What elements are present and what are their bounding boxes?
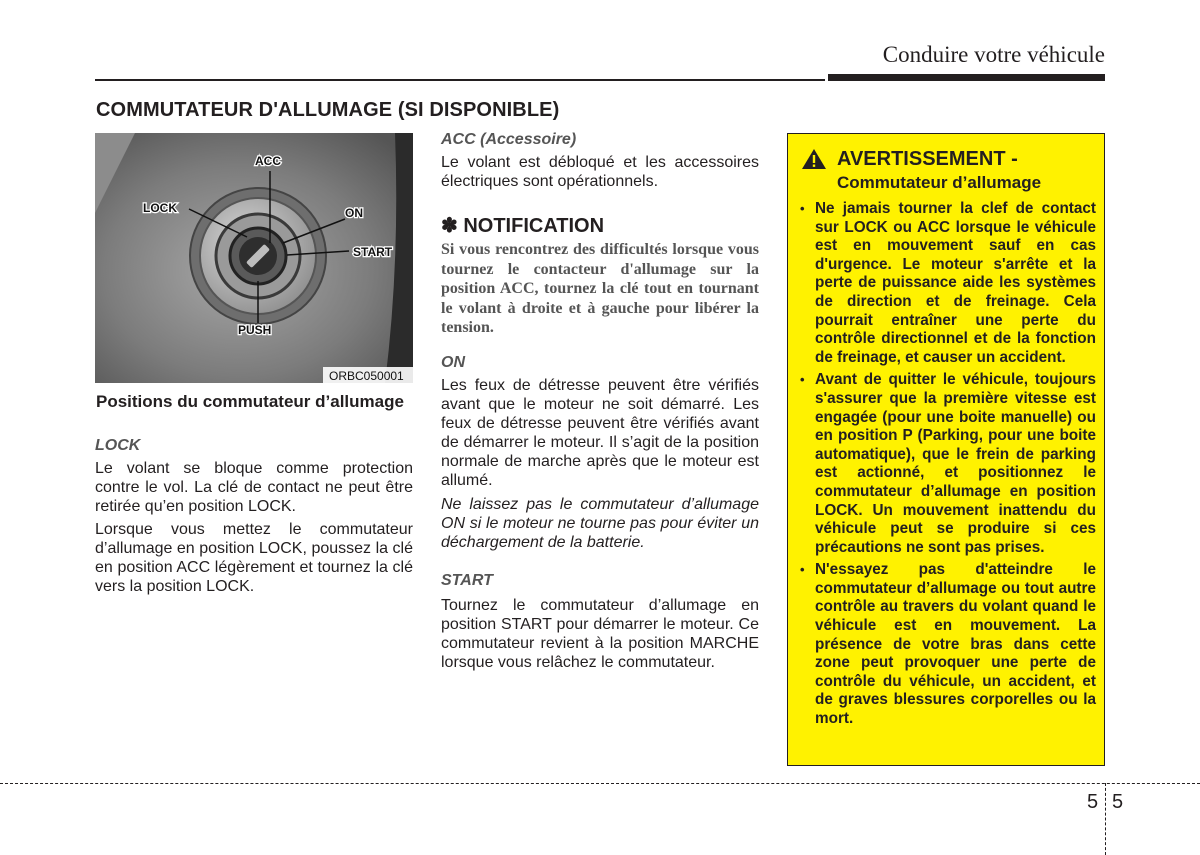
start-heading: START: [441, 572, 493, 589]
section-title: COMMUTATEUR D'ALLUMAGE (SI DISPONIBLE): [96, 99, 560, 121]
notification-asterisk-icon: ✽: [441, 215, 458, 237]
header-bar: [828, 74, 1105, 81]
figure-label-start: START: [353, 245, 393, 259]
on-italic-note: Ne laissez pas le commutateur d’allumage ON si le moteur ne tourne pas pour éviter un déchargement de la batterie.: [441, 496, 759, 551]
warning-item: • Avant de quitter le véhicule, toujours s'assurer que la première vitesse est engagée (pour une boite manuelle) ou en position P (Parking, pour une boite automatique), que le frein de parking est actionné, et positionnez le commutateur d’allumage en position LOCK. Un mouvement inattendu du véhicule peut se produire si ces précautions ne sont pas prises.: [800, 371, 1096, 557]
chapter-number: 5: [1087, 791, 1099, 813]
on-heading: ON: [441, 354, 465, 371]
acc-paragraph: Le volant est débloqué et les accessoires électriques sont opérationnels.: [441, 154, 759, 190]
warning-subtitle: Commutateur d’allumage: [837, 173, 1042, 192]
positions-heading: Positions du commutateur d’allumage: [96, 392, 404, 411]
figure-label-on: ON: [345, 206, 363, 220]
warning-box: [787, 133, 1105, 766]
notification-title-text: NOTIFICATION: [463, 215, 605, 237]
header-rule: [95, 79, 825, 81]
lock-paragraph-1: Le volant se bloque comme protection contre le vol. La clé de contact ne peut être retirée qu’en position LOCK.: [95, 460, 413, 515]
warning-title: AVERTISSEMENT -: [837, 148, 1018, 170]
footer-rule: [0, 783, 1200, 784]
ignition-switch-figure: [95, 133, 413, 383]
on-paragraph: Les feux de détresse peuvent être vérifiés avant que le moteur ne soit démarré. Les feux de détresse peuvent être vérifiés avant de démarrer le moteur. Il s’agit de la position normale de marche après que le moteur est allumé.: [441, 377, 759, 489]
figure-label-acc: ACC: [255, 154, 281, 168]
notification-title: [441, 213, 759, 238]
warning-list: [800, 200, 1096, 733]
warning-item: • N'essayez pas d'atteindre le commutateur d’allumage ou tout autre contrôle au travers du volant quand le véhicule est en mouvement. La présence de votre bras dans cette zone peut provoquer une perte de contrôle du véhicule, un accident, et de graves blessures corporelles ou la mort.: [800, 561, 1096, 728]
notification-text: Si vous rencontrez des difficultés lorsque vous tournez le contacteur d'allumage sur la position ACC, tournez la clé tout en tournant le volant à droite et à gauche pour libérer la tension.: [441, 241, 759, 336]
start-paragraph: Tournez le commutateur d’allumage en position START pour démarrer le moteur. Ce commutateur revient à la position MARCHE lorsque vous relâchez le commutateur.: [441, 597, 759, 671]
header-title: Conduire votre véhicule: [882, 42, 1105, 67]
warning-item: • Ne jamais tourner la clef de contact sur LOCK ou ACC lorsque le véhicule est en mouvement sauf en cas d'urgence. Le moteur s'arrête et la perte de puissance aide les systèmes de direction et de freinage. Cela pourrait entraîner une perte du contrôle directionnel et de la fonction de freinage, et causer un accident.: [800, 200, 1096, 367]
figure-label-push: PUSH: [238, 323, 272, 337]
page-number: 5: [1112, 791, 1124, 813]
acc-heading: ACC (Accessoire): [441, 131, 577, 148]
footer-divider: [1105, 783, 1106, 855]
lock-paragraph-2: Lorsque vous mettez le commutateur d’allumage en position LOCK, poussez la clé en position ACC légèrement et tournez la clé vers la position LOCK.: [95, 521, 413, 595]
lock-heading: LOCK: [95, 437, 141, 454]
figure-code: ORBC050001: [329, 369, 404, 383]
warning-triangle-icon: [801, 148, 827, 170]
figure-label-lock: LOCK: [143, 201, 177, 215]
